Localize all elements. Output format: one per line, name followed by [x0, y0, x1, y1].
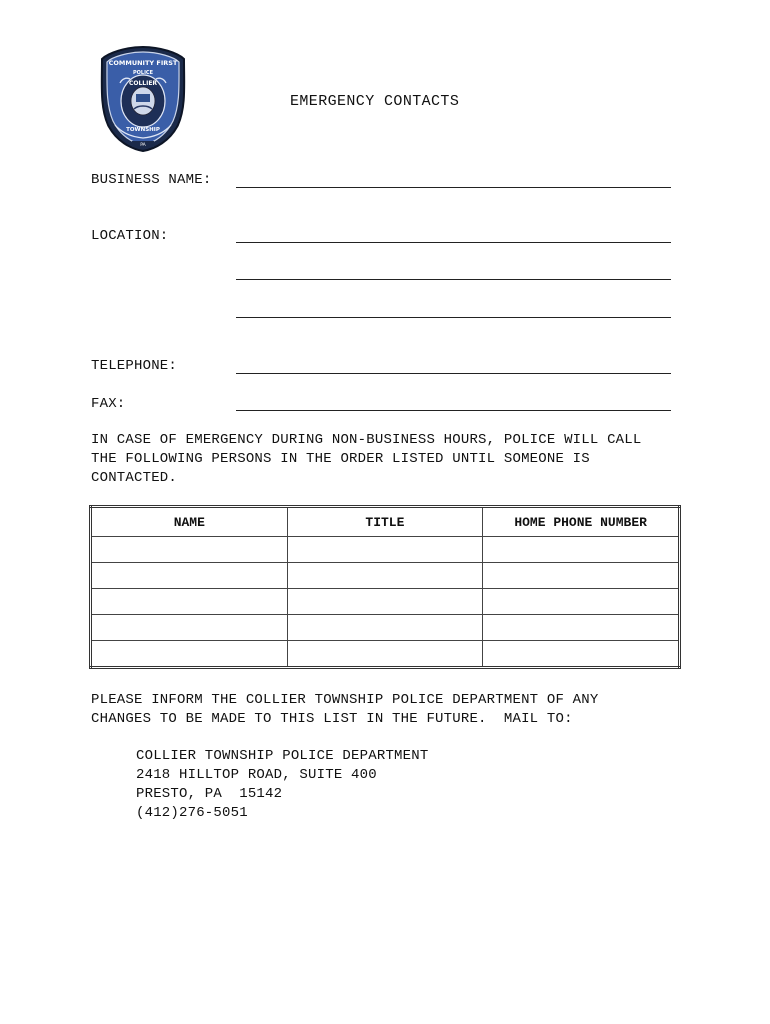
business-name-line[interactable]: [236, 187, 671, 188]
table-header-row: [91, 507, 680, 537]
table-cell-phone[interactable]: [483, 615, 680, 641]
table-cell-title[interactable]: [287, 589, 483, 615]
table-cell-title[interactable]: [287, 615, 483, 641]
address-city: PRESTO, PA 15142: [136, 786, 283, 802]
badge-text-township: TOWNSHIP: [126, 127, 160, 133]
badge-text-collier: COLLIER: [128, 80, 158, 87]
fax-label: FAX:: [91, 396, 126, 412]
column-header-home-phone: HOME PHONE NUMBER: [483, 507, 680, 537]
table-row: [91, 537, 680, 563]
instructions-line-2: THE FOLLOWING PERSONS IN THE ORDER LISTED UNTIL SOMEONE IS: [91, 451, 590, 467]
address-phone: (412)276-5051: [136, 805, 248, 821]
table-cell-name[interactable]: [91, 615, 288, 641]
table-row: [91, 615, 680, 641]
address-street: 2418 HILLTOP ROAD, SUITE 400: [136, 767, 377, 783]
table-cell-name[interactable]: [91, 537, 288, 563]
telephone-line[interactable]: [236, 373, 671, 374]
column-header-title: TITLE: [287, 507, 483, 537]
emergency-contacts-table: [89, 505, 681, 669]
police-badge-logo: [100, 45, 186, 153]
instructions-line-3: CONTACTED.: [91, 470, 178, 486]
table-cell-name[interactable]: [91, 641, 288, 668]
table-cell-title[interactable]: [287, 641, 483, 668]
business-name-label: BUSINESS NAME:: [91, 172, 212, 188]
column-header-name: NAME: [91, 507, 288, 537]
location-line-3[interactable]: [236, 317, 671, 318]
badge-text-police: POLICE: [132, 70, 154, 76]
table-cell-name[interactable]: [91, 589, 288, 615]
table-cell-phone[interactable]: [483, 589, 680, 615]
telephone-label: TELEPHONE:: [91, 358, 178, 374]
badge-text-top: COMMUNITY FIRST: [108, 59, 178, 67]
table-row: [91, 563, 680, 589]
footer-note-line-2: CHANGES TO BE MADE TO THIS LIST IN THE FUTURE. MAIL TO:: [91, 711, 573, 727]
table-cell-phone[interactable]: [483, 537, 680, 563]
page-title: EMERGENCY CONTACTS: [290, 93, 460, 110]
table-row: [91, 641, 680, 668]
instructions-line-1: IN CASE OF EMERGENCY DURING NON-BUSINESS HOURS, POLICE WILL CALL: [91, 432, 642, 448]
address-org: COLLIER TOWNSHIP POLICE DEPARTMENT: [136, 748, 429, 764]
location-line-2[interactable]: [236, 279, 671, 280]
table-cell-phone[interactable]: [483, 641, 680, 668]
location-label: LOCATION:: [91, 228, 169, 244]
footer-note-line-1: PLEASE INFORM THE COLLIER TOWNSHIP POLICE DEPARTMENT OF ANY: [91, 692, 599, 708]
table-cell-title[interactable]: [287, 537, 483, 563]
table-cell-name[interactable]: [91, 563, 288, 589]
fax-line[interactable]: [236, 410, 671, 411]
table-cell-phone[interactable]: [483, 563, 680, 589]
table-cell-title[interactable]: [287, 563, 483, 589]
table-row: [91, 589, 680, 615]
badge-text-pa: PA: [140, 143, 146, 148]
location-line-1[interactable]: [236, 242, 671, 243]
